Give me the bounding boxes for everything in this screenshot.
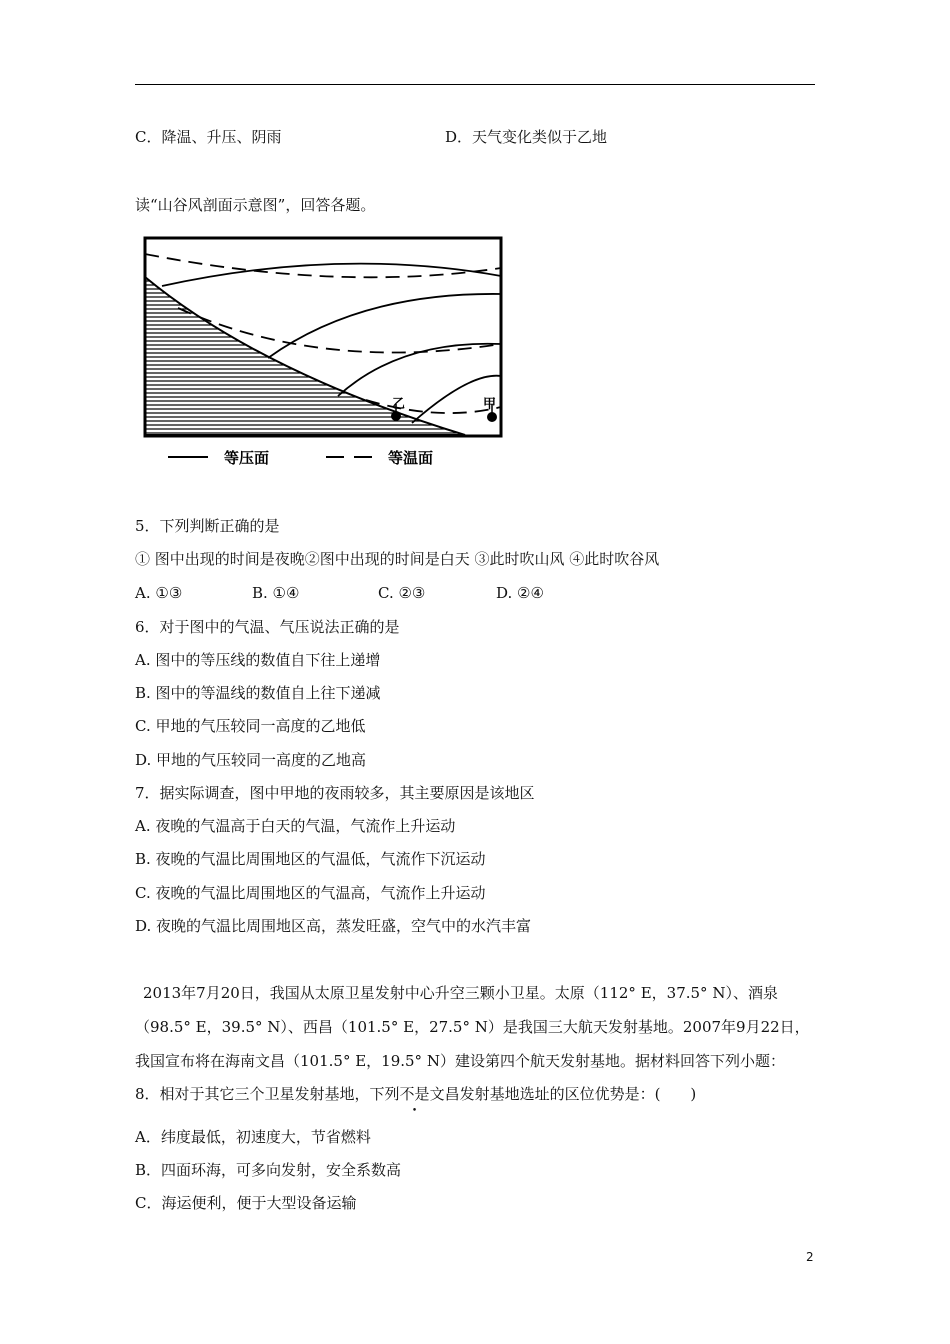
q7-option-a: A. 夜晚的气温高于白天的气温，气流作上升运动 bbox=[135, 817, 456, 835]
q8-stem-before: 8．相对于其它三个卫星发射基地，下列 bbox=[135, 1085, 400, 1103]
q8-option-c: C．海运便利，便于大型设备运输 bbox=[135, 1194, 357, 1212]
q7-stem: 7．据实际调查，图中甲地的夜雨较多，其主要原因是该地区 bbox=[135, 784, 535, 802]
q5-option-a: A. ①③ bbox=[135, 584, 183, 602]
q6-option-a: A. 图中的等压线的数值自下往上递增 bbox=[135, 651, 381, 669]
legend-isotherm-label: 等温面 bbox=[388, 449, 434, 467]
option-c: C．降温、升压、阴雨 bbox=[135, 128, 282, 146]
q5-option-c: C. ②③ bbox=[378, 584, 426, 602]
prev-question-options bbox=[135, 127, 607, 147]
isobar-line bbox=[162, 264, 501, 286]
label-yi: 乙 bbox=[392, 397, 406, 412]
passage-line-2: （98.5° E，39.5° N）、西昌（101.5° E，27.5° N）是我国三大航天发射基地。2007年9月22日， bbox=[135, 1018, 810, 1036]
isotherm-line bbox=[145, 254, 501, 277]
q5-statements: ① 图中出现的时间是夜晚②图中出现的时间是白天 ③此时吹山风 ④此时吹谷风 bbox=[135, 550, 660, 568]
q5-stem: 5．下列判断正确的是 bbox=[135, 517, 280, 535]
q8-stem bbox=[135, 1084, 696, 1104]
page-number: 2 bbox=[806, 1250, 814, 1264]
intro-text: 读“山谷风剖面示意图”，回答各题。 bbox=[135, 196, 376, 214]
q8-stem-after: 文昌发射基地选址的区位优势是：( ) bbox=[429, 1085, 697, 1103]
q7-option-c: C. 夜晚的气温比周围地区的气温高，气流作上升运动 bbox=[135, 884, 486, 902]
q6-option-d: D. 甲地的气压较同一高度的乙地高 bbox=[135, 751, 367, 769]
q5-options bbox=[135, 583, 544, 603]
passage-line-3: 我国宣布将在海南文昌（101.5° E，19.5° N）建设第四个航天发射基地。据材料回答下列小题： bbox=[135, 1052, 785, 1070]
valley-wind-diagram bbox=[140, 232, 510, 477]
q8-option-a: A．纬度最低，初速度大，节省燃料 bbox=[135, 1128, 371, 1146]
header-rule bbox=[135, 84, 815, 85]
q6-option-c: C. 甲地的气压较同一高度的乙地低 bbox=[135, 717, 366, 735]
legend-isobar-label: 等压面 bbox=[224, 449, 270, 467]
q8-option-b: B．四面环海，可多向发射，安全系数高 bbox=[135, 1161, 402, 1179]
option-d: D．天气变化类似于乙地 bbox=[445, 128, 608, 146]
diagram-svg bbox=[140, 232, 510, 477]
q5-option-b: B. ①④ bbox=[252, 584, 300, 602]
q7-option-b: B. 夜晚的气温比周围地区的气温低，气流作下沉运动 bbox=[135, 850, 486, 868]
passage-line-1: 2013年7月20日，我国从太原卫星发射中心升空三颗小卫星。太原（112° E，37.5° N）、酒泉 bbox=[143, 984, 778, 1002]
q6-option-b: B. 图中的等温线的数值自上往下递减 bbox=[135, 684, 381, 702]
q6-stem: 6．对于图中的气温、气压说法正确的是 bbox=[135, 618, 400, 636]
label-jia: 甲 bbox=[483, 397, 497, 412]
q5-option-d: D. ②④ bbox=[496, 584, 544, 602]
q7-option-d: D. 夜晚的气温比周围地区高，蒸发旺盛，空气中的水汽丰富 bbox=[135, 917, 532, 935]
q8-stem-emphasis: 不是 bbox=[399, 1085, 430, 1103]
